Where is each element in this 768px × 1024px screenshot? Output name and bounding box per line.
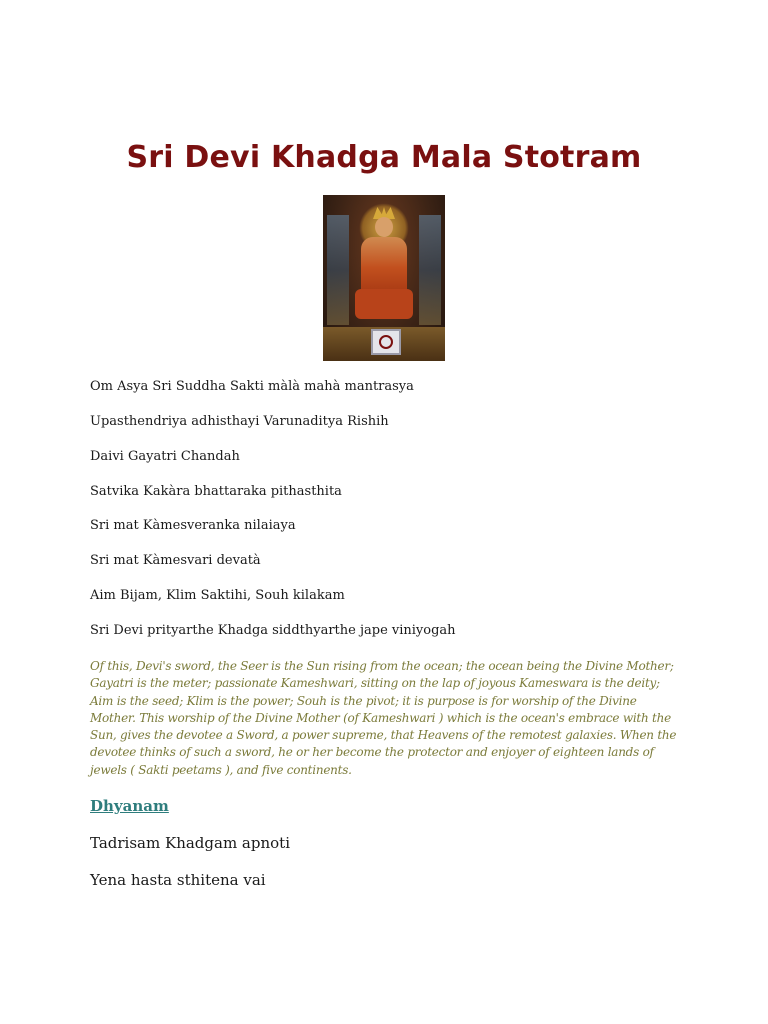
dhyanam-heading-link[interactable]: Dhyanam	[90, 797, 169, 815]
mantra-line: Upasthendriya adhisthayi Varunaditya Rishih	[90, 414, 389, 429]
page-title: Sri Devi Khadga Mala Stotram	[126, 140, 642, 175]
mantra-line: Sri mat Kàmesveranka nilaiaya	[90, 518, 296, 533]
image-figure-legs	[355, 289, 413, 319]
commentary-paragraph: Of this, Devi's sword, the Seer is the Sun rising from the ocean; the ocean being the Divine Mother; Gayatri is the meter; passionate Kameshwari, sitting on the lap of joyous Kameswara is the deity; Aim is the seed; Klim is the power; Souh is the pivot; it is purpose is for worship of the Divine Mother. This worship of the Divine Mother (of Kameshwari ) which is the ocean's embrace with the Sun, gives the devotee a Sword, a power supreme, that Heavens of the remotest galaxies. When the devotee thinks of such a sword, he or her become the protector and enjoyer of eighteen lands of jewels ( Sakti peetams ), and five continents.	[90, 659, 677, 777]
mantra-line: Daivi Gayatri Chandah	[90, 449, 240, 464]
verse-line: Tadrisam Khadgam apnoti	[90, 834, 290, 852]
mantra-line: Om Asya Sri Suddha Sakti màlà mahà mantrasya	[90, 379, 414, 394]
image-figure-head	[375, 217, 393, 237]
mantra-line: Satvika Kakàra bhattaraka pithasthita	[90, 484, 342, 499]
mantra-line: Aim Bijam, Klim Saktihi, Souh kilakam	[90, 588, 345, 603]
mantra-line: Sri Devi prityarthe Khadga siddthyarthe jape viniyogah	[90, 623, 456, 638]
yantra-icon	[371, 329, 401, 355]
mantra-line: Sri mat Kàmesvari devatà	[90, 553, 261, 568]
image-side-right	[419, 215, 441, 325]
verse-line: Yena hasta sthitena vai	[90, 871, 266, 889]
devi-deity-image	[323, 195, 445, 361]
image-side-left	[327, 215, 349, 325]
image-figure-body	[361, 237, 407, 293]
